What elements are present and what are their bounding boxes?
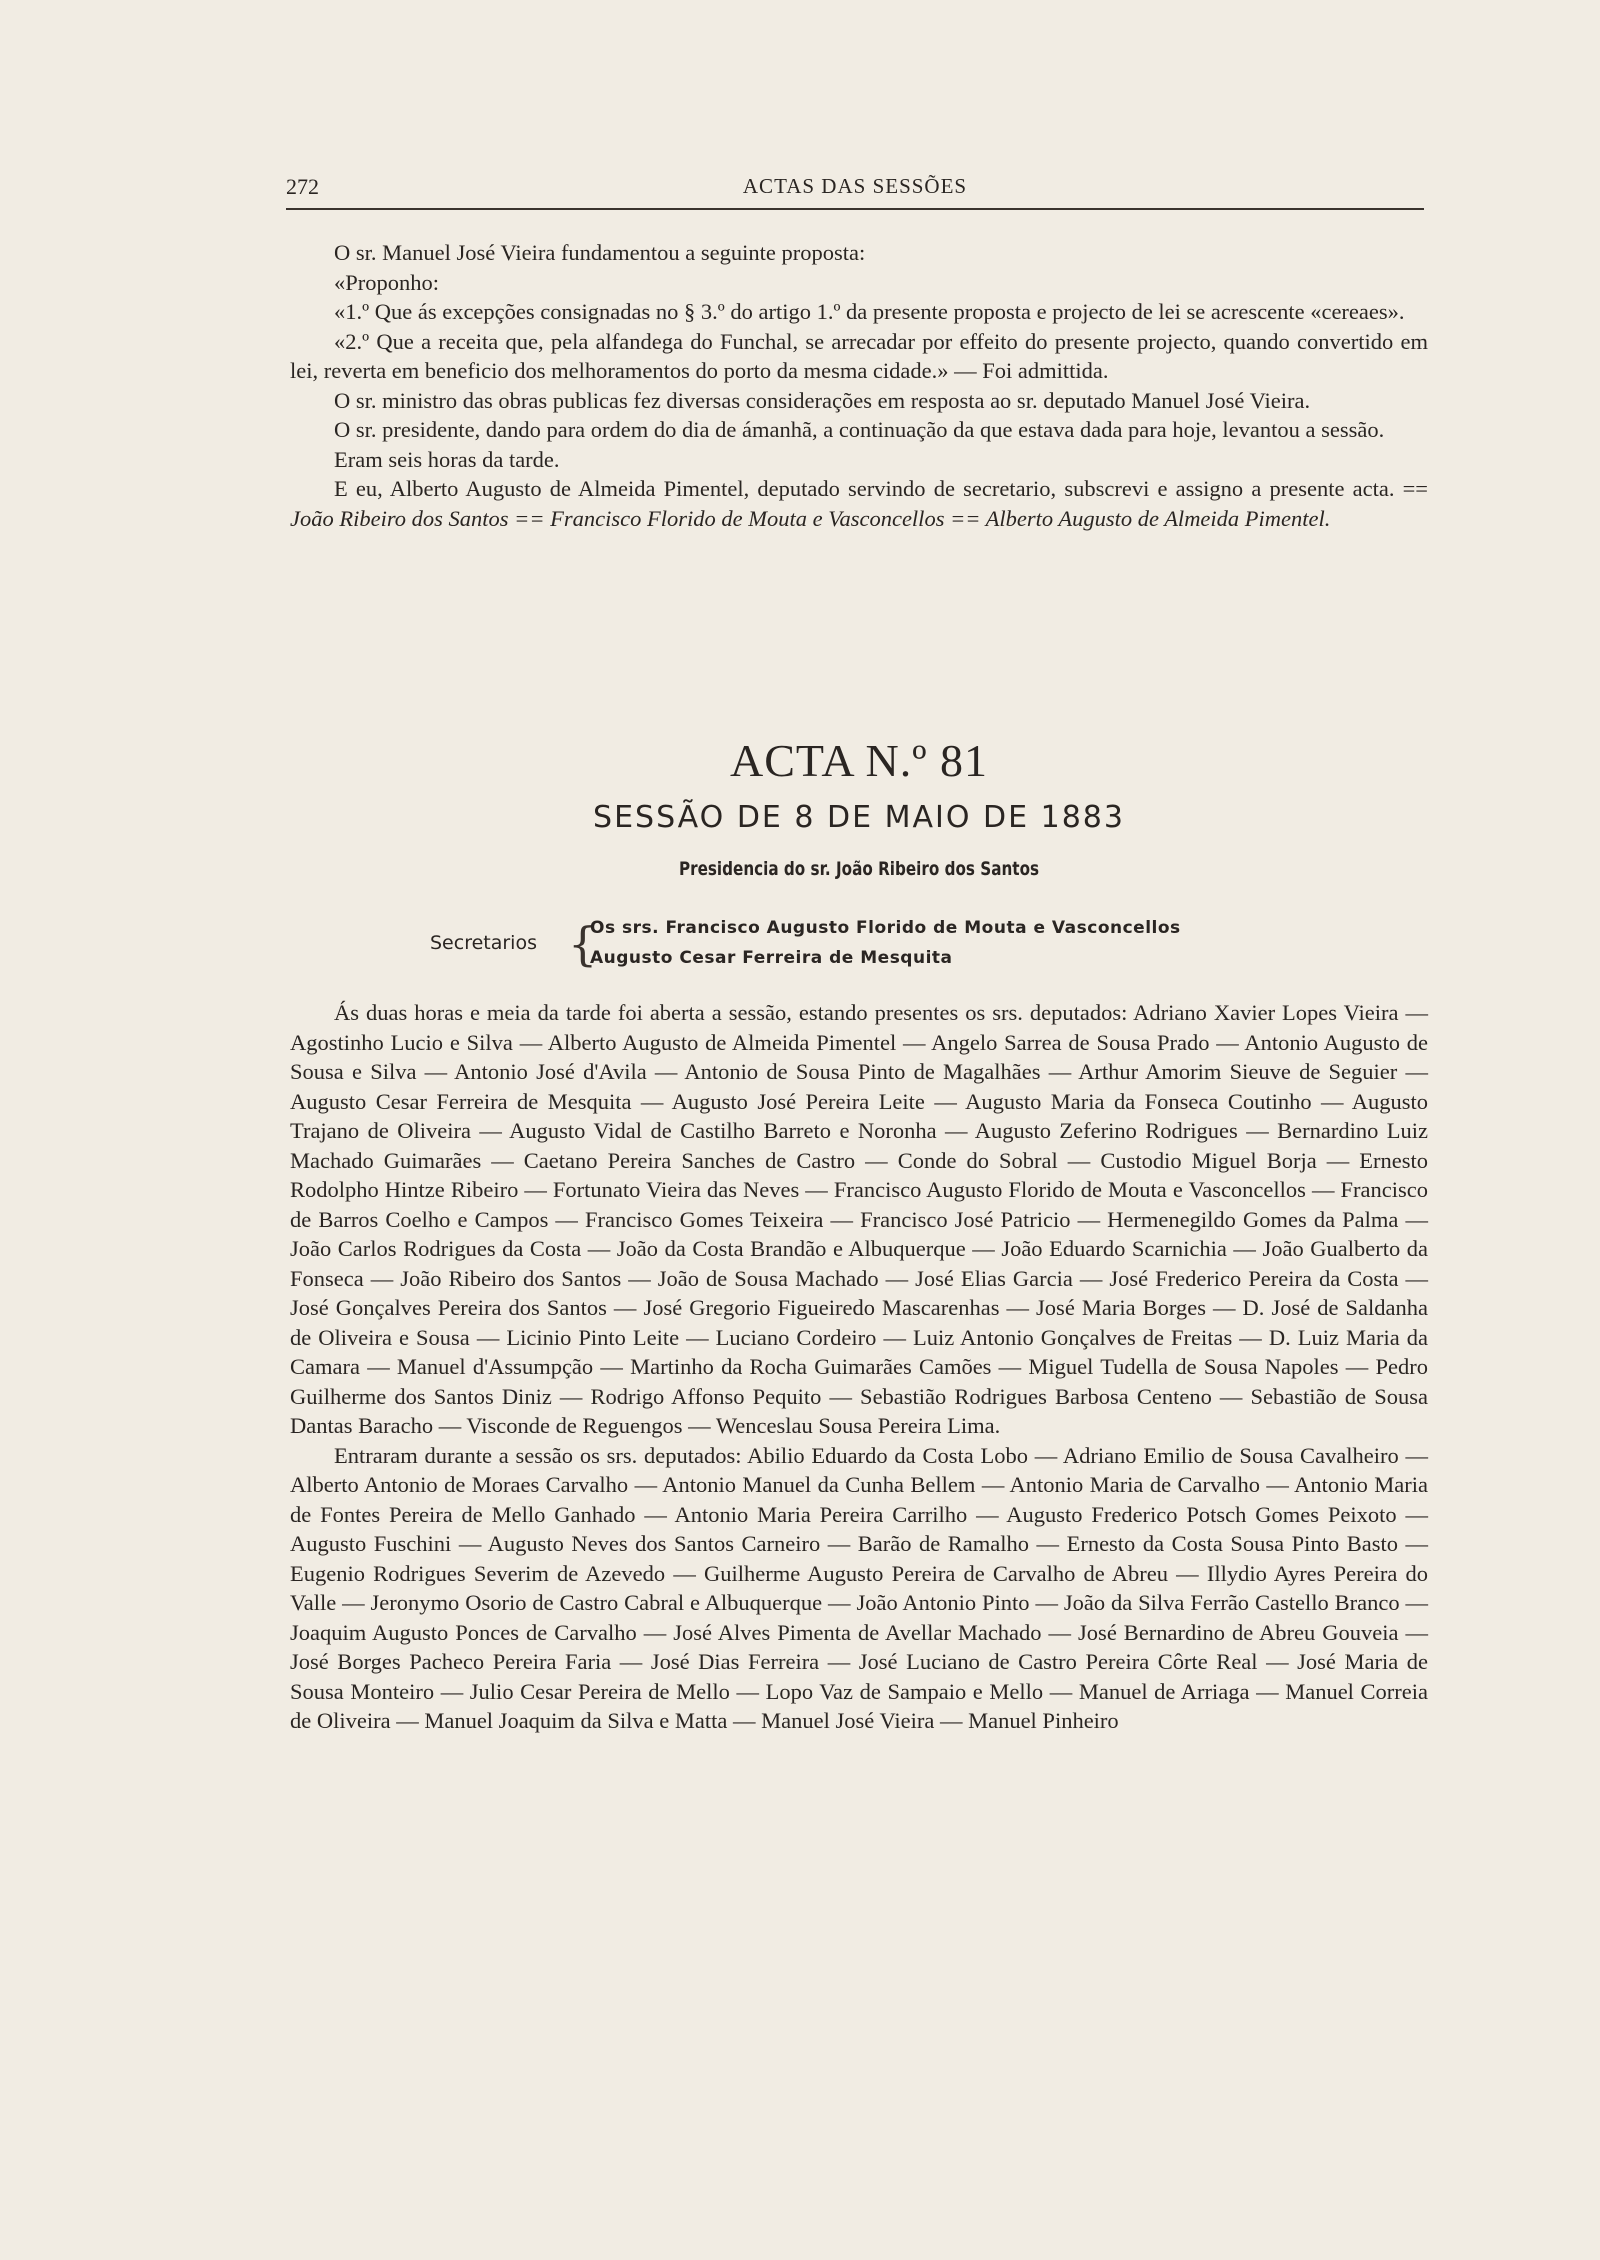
signature-names: João Ribeiro dos Santos == Francisco Florido de Mouta e Vasconcellos == Alberto Augusto de Almeida Pimentel. bbox=[290, 505, 1331, 531]
acta-title: ACTA N.º 81 bbox=[730, 735, 988, 786]
page-header bbox=[286, 168, 1424, 210]
paragraph: «Proponho: bbox=[334, 269, 440, 295]
previous-session-ending bbox=[290, 238, 1428, 533]
session-body bbox=[290, 998, 1428, 1736]
secretaries-block bbox=[430, 914, 1330, 976]
paragraph: «2.º Que a receita que, pela alfandega do Funchal, se arrecadar por effeito do presente projecto, quando convertido em lei, reverta em beneficio dos melhoramentos do porto da mesma cidade.» — Foi admittida. bbox=[290, 328, 1428, 383]
paragraph: «1.º Que ás excepções consignadas no § 3.º do artigo 1.º da presente proposta e projecto de lei se acrescente «cereaes». bbox=[334, 299, 1405, 324]
secretaries-brace: { bbox=[568, 917, 598, 971]
paragraph: Eram seis horas da tarde. bbox=[334, 446, 560, 472]
secretary-name: Augusto Cesar Ferreira de Mesquita bbox=[590, 948, 953, 968]
signature-intro: E eu, Alberto Augusto de Almeida Pimentel, deputado servindo de secretario, subscrevi e assigno a presente acta. == bbox=[334, 476, 1428, 501]
paragraph: O sr. ministro das obras publicas fez diversas considerações em resposta ao sr. deputado Manuel José Vieira. bbox=[334, 387, 1311, 413]
attendance-paragraph: Ás duas horas e meia da tarde foi aberta a sessão, estando presentes os srs. deputados: Adriano Xavier Lopes Vieira — Agostinho Lucio e Silva — Alberto Augusto de Almeida Pimentel — Angelo Sarrea de Sousa Prado — Antonio Augusto de Sousa e Silva — Antonio José d'Avila — Antonio de Sousa Pinto de Magalhães — Arthur Amorim Sieuve de Seguier — Augusto Cesar Ferreira de Mesquita — Augusto José Pereira Leite — Augusto Maria da Fonseca Coutinho — Augusto Trajano de Oliveira — Augusto Vidal de Castilho Barreto e Noronha — Augusto Zeferino Rodrigues — Bernardino Luiz Machado Guimarães — Caetano Pereira Sanches de Castro — Conde do Sobral — Custodio Miguel Borja — Ernesto Rodolpho Hintze Ribeiro — Fortunato Vieira das Neves — Francisco Augusto Florido de Mouta e Vasconcellos — Francisco de Barros Coelho e Campos — Francisco Gomes Teixeira — Francisco José Patricio — Hermenegildo Gomes da Palma — João Carlos Rodrigues da Costa — João da Costa Brandão e Albuquerque — João Eduardo Scarnichia — João Gualberto da Fonseca — João Ribeiro dos Santos — João de Sousa Machado — José Elias Garcia — José Frederico Pereira da Costa — José Gonçalves Pereira dos Santos — José Gregorio Figueiredo Mascarenhas — José Maria Borges — D. José de Saldanha de Oliveira e Sousa — Licinio Pinto Leite — Luciano Cordeiro — Luiz Antonio Gonçalves de Freitas — D. Luiz Maria da Camara — Manuel d'Assumpção — Martinho da Rocha Guimarães Camões — Miguel Tudella de Sousa Napoles — Pedro Guilherme dos Santos Diniz — Rodrigo Affonso Pequito — Sebastião Rodrigues Barbosa Centeno — Sebastião de Sousa Dantas Baracho — Visconde de Reguengos — Wenceslau Sousa Pereira Lima. bbox=[290, 1000, 1428, 1438]
late-arrivals-paragraph: Entraram durante a sessão os srs. deputados: Abilio Eduardo da Costa Lobo — Adriano Emilio de Sousa Cavalheiro — Alberto Antonio de Moraes Carvalho — Antonio Manuel da Cunha Bellem — Antonio Maria de Carvalho — Antonio Maria de Fontes Pereira de Mello Ganhado — Antonio Maria Pereira Carrilho — Augusto Frederico Potsch Gomes Peixoto — Augusto Fuschini — Augusto Neves dos Santos Carneiro — Barão de Ramalho — Ernesto da Costa Sousa Pinto Basto — Eugenio Rodrigues Severim de Azevedo — Guilherme Augusto Pereira de Carvalho de Abreu — Illydio Ayres Pereira do Valle — Jeronymo Osorio de Castro Cabral e Albuquerque — João Antonio Pinto — João da Silva Ferrão Castello Branco — Joaquim Augusto Ponces de Carvalho — José Alves Pimenta de Avellar Machado — José Bernardino de Abreu Gouveia — José Borges Pacheco Pereira Faria — José Dias Ferreira — José Luciano de Castro Pereira Côrte Real — José Maria de Sousa Monteiro — Julio Cesar Pereira de Mello — Lopo Vaz de Sampaio e Mello — Manuel de Arriaga — Manuel Correia de Oliveira — Manuel Joaquim da Silva e Matta — Manuel José Vieira — Manuel Pinheiro bbox=[290, 1442, 1428, 1733]
presidency-line: Presidencia do sr. João Ribeiro dos Santos bbox=[678, 858, 1040, 880]
session-title: SESSÃO DE 8 DE MAIO DE 1883 bbox=[593, 800, 1125, 835]
paragraph: O sr. presidente, dando para ordem do dia de ámanhã, a continuação da que estava dada para hoje, levantou a sessão. bbox=[334, 417, 1385, 442]
running-head: ACTAS DAS SESSÕES bbox=[742, 174, 968, 198]
page-number: 272 bbox=[286, 174, 319, 199]
secretaries-label: Secretarios bbox=[430, 932, 537, 954]
secretary-name: Os srs. Francisco Augusto Florido de Mouta e Vasconcellos bbox=[590, 918, 1181, 938]
signature-paragraph bbox=[290, 474, 1428, 533]
paragraph: O sr. Manuel José Vieira fundamentou a seguinte proposta: bbox=[334, 240, 866, 265]
